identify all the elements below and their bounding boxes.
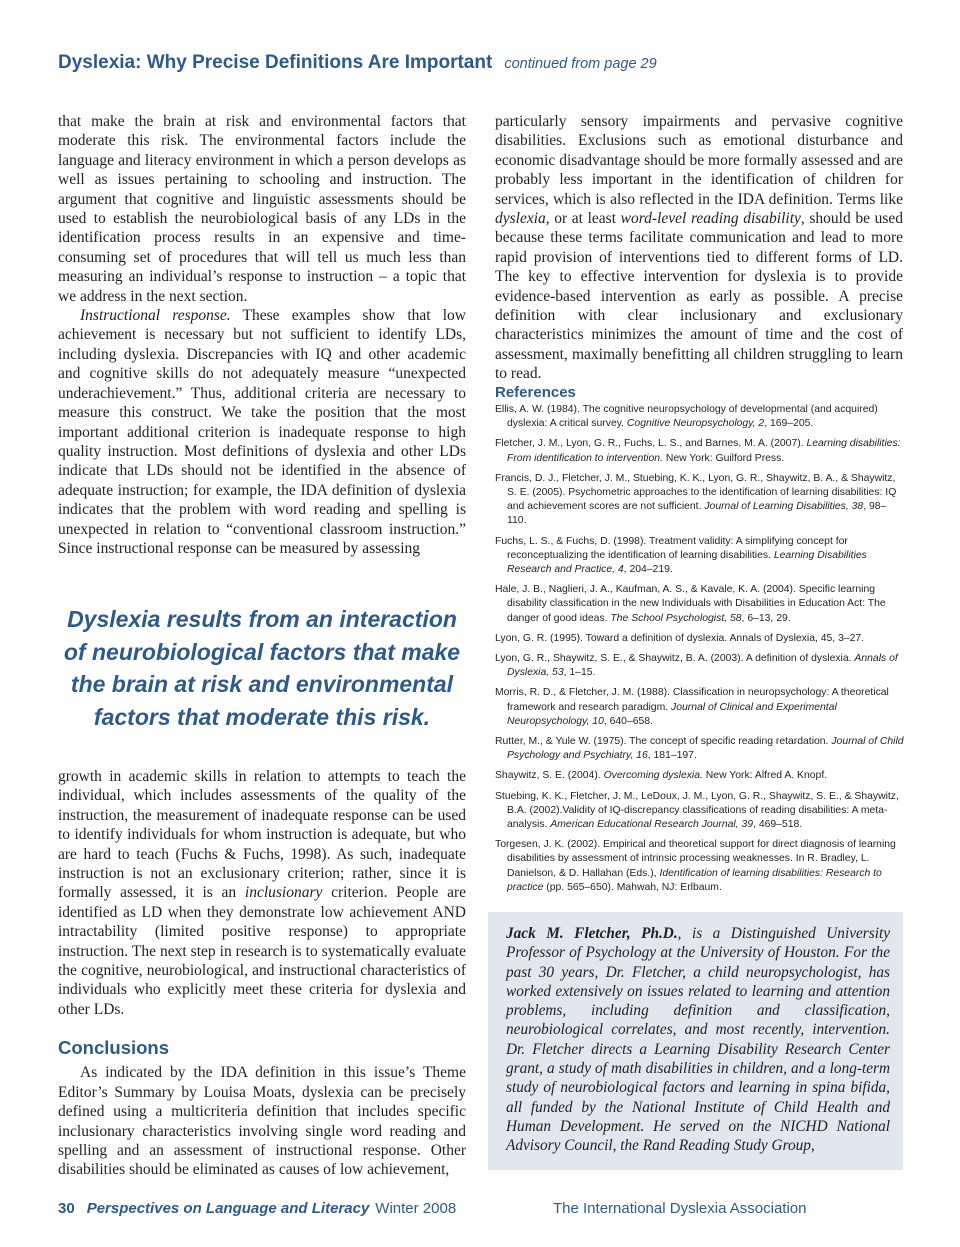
journal-title: Perspectives on Language and Literacy [86, 1200, 370, 1217]
running-header [58, 52, 657, 74]
footer-left [58, 1200, 456, 1217]
reference-pages: , 6–13, 29. [741, 612, 791, 624]
reference-source: Cognitive Neuropsychology, 2 [626, 418, 765, 430]
reference-pages: , 469–518. [753, 819, 803, 831]
reference-item [495, 403, 905, 431]
pull-quote: Dyslexia results from an interaction of neurobiological factors that make the brain at risk and environmental factors that moderate this risk. [63, 606, 461, 730]
reference-pages: New York: Guilford Press. [662, 452, 785, 464]
reference-text: Morris, R. D., & Fletcher, J. M. (1988). Classification in neuropsychology: A theoretical framework and research paradigm. [495, 687, 889, 713]
reference-source: Annals of Dyslexia, 53 [507, 653, 898, 679]
paragraph-5-text-a: particularly sensory impairments and pervasive cognitive disabilities. Exclusions such as emotional disturbance and economic disadvantage should be more formally assessed and are probably less important in the identification of children for services, which is also reflected in the IDA definition. Terms like [495, 113, 903, 208]
reference-source: The School Psychologist, 58 [610, 612, 742, 624]
reference-item [495, 790, 905, 833]
right-column [495, 112, 903, 384]
reference-source: Journal of Learning Disabilities, 38 [704, 501, 864, 513]
paragraph-5 [495, 112, 903, 384]
paragraph-4: As indicated by the IDA definition in this issue’s Theme Editor’s Summary by Louisa Moats, dyslexia can be precisely defined using a multicriteria definition that includes specific inclusionary characteristics involving single word reading and spelling and an assessment of instructional response. Other disabilities should be eliminated as causes of low achievement, [58, 1064, 466, 1179]
paragraph-3-emphasis: inclusionary [244, 884, 323, 902]
article-title: Dyslexia: Why Precise Definitions Are Important [58, 52, 493, 73]
reference-text: Rutter, M., & Yule W. (1975). The concept of specific reading retardation. [495, 736, 832, 748]
left-column-bottom [58, 767, 466, 1180]
reference-pages: , 640–658. [603, 715, 653, 727]
reference-item [495, 437, 905, 465]
reference-pages: New York: Alfred A. Knopf. [702, 770, 828, 782]
paragraph-3 [58, 767, 466, 1019]
reference-text: Ellis, A. W. (1984). The cognitive neuropsychology of developmental (and acquired) dyslexia: A critical survey. [495, 404, 878, 430]
reference-pages: , 98–110. [507, 501, 887, 527]
reference-source: Overcoming dyslexia. [603, 770, 703, 782]
reference-text: Stuebing, K. K., Fletcher, J. M., LeDoux, J. M., Lyon, G. R., Shaywitz, S. E., & Shaywitz, B.A. (2002).Validity of IQ-discrepancy classifications of reading disabilities: A meta-analysis. [495, 790, 899, 831]
author-name: Jack M. Fletcher, Ph.D. [506, 925, 678, 942]
reference-source: American Educational Research Journal, 39 [550, 819, 754, 831]
paragraph-5-text-b: , or at least [545, 210, 621, 228]
left-column-top [58, 112, 466, 558]
references-heading: References [495, 384, 576, 401]
reference-item [495, 838, 905, 895]
reference-text: Francis, D. J., Fletcher, J. M., Stuebing, K. K., Lyon, G. R., Shaywitz, B. A., & Shaywitz, S. E. (2005). Psychometric approaches to the identification of learning disabilities: IQ and achievement scores are not sufficient. [495, 472, 897, 513]
paragraph-1: that make the brain at risk and environmental factors that moderate this risk. The environmental factors include the language and literacy environment in which a person develops as well as issues pertaining to schooling and instruction. The argument that cognitive and linguistic assessments should be used to establish the neurobiological basis of any LDs in the identification process results in an expensive and time-consuming set of procedures that will tell us much less than measuring an individual’s response to instruction – a topic that we address in the next section. [58, 113, 466, 305]
page-footer [58, 1200, 903, 1222]
reference-pages: , 169–205. [764, 418, 814, 430]
author-bio [506, 924, 890, 1156]
reference-text: Lyon, G. R., Shaywitz, S. E., & Shaywitz, B. A. (2003). A definition of dyslexia. [495, 653, 855, 665]
page-number: 30 [58, 1200, 75, 1217]
reference-item [495, 535, 905, 578]
reference-pages: (pp. 565–650). Mahwah, NJ: Erlbaum. [543, 881, 722, 893]
references-section [495, 384, 905, 901]
paragraph-2 [58, 306, 466, 558]
paragraph-3-text-a: growth in academic skills in relation to attempts to teach the individual, which includes assessments of the quality of the instruction, the measurement of inadequate response can be used to identify individuals for whom instruction is adequate, but who are hard to teach (Fuchs & Fuchs, 1998). As such, inadequate instruction is not an exclusionary criterion; rather, since it is formally assessed, it is an [58, 768, 466, 902]
reference-text: Torgesen, J. K. (2002). Empirical and theoretical support for direct diagnosis of learning disabilities by assessment of intrinsic processing weaknesses. In R. Bradley, L. Danielson, & D. Hallahan (Eds.), [495, 839, 896, 879]
author-bio-box [488, 912, 903, 1170]
reference-pages: , 1–15. [563, 667, 596, 679]
reference-text: Shaywitz, S. E. (2004). [495, 770, 604, 782]
reference-item [495, 632, 905, 646]
paragraph-5-emphasis-1: dyslexia [495, 210, 546, 228]
reference-pages: , 181–197. [647, 750, 697, 762]
paragraph-2-lead: Instructional response. [80, 307, 231, 325]
author-bio-text: , is a Distinguished University Professor of Psychology at the University of Houston. For the past 30 years, Dr. Fletcher, a child neuropsychologist, has worked extensively on issues related to learning and attention problems, including definition and classification, neurobiological correlates, and most recently, intervention. Dr. Fletcher directs a Learning Disability Research Center grant, a study of math disabilities in children, and a long-term study of neurobiological factors and learning in spina bifida, all funded by the National Institute of Child Health and Human Development. He served on the NICHD National Advisory Council, the Rand Reading Study Group, [506, 925, 890, 1155]
reference-pages: , 204–219. [623, 564, 673, 576]
paragraph-5-text-c: , should be used because these terms facilitate communication and lead to more rapid provision of interventions tied to different forms of LD. The key to effective intervention for dyslexia is to provide evidence-based intervention as early as possible. A precise definition with clear inclusionary and exclusionary characteristics minimizes the amount of time and the cost of assessment, maximally benefitting all children struggling to learn to read. [495, 210, 903, 383]
conclusions-heading: Conclusions [58, 1037, 170, 1059]
reference-source: Journal of Child Psychology and Psychiatry, 16 [507, 736, 904, 762]
organization-name: The International Dyslexia Association [553, 1200, 807, 1217]
reference-source: Learning disabilities: From identification to intervention. [507, 438, 901, 464]
reference-source: Learning Disabilities Research and Practice, 4 [507, 549, 867, 576]
paragraph-2-text: These examples show that low achievement is necessary but not sufficient to identify LDs, including dyslexia. Discrepancies with IQ and other academic and cognitive skills do not adequately measure “unexpected underachievement.” Thus, additional criteria are necessary to measure this construct. We take the position that the most important additional criterion is inadequate response to high quality instruction. Most definitions of dyslexia and other LDs indicate that LDs should not be identified in the absence of adequate instruction; for example, the IDA definition of dyslexia indicates that the problem with word reading and spelling is unexpected in relation to “conventional classroom instruction.” Since instructional response can be measured by assessing [58, 307, 466, 557]
reference-item [495, 472, 905, 529]
reference-source: Identification of learning disabilities: Research to practice [507, 867, 882, 893]
reference-item [495, 769, 905, 783]
reference-source: Journal of Clinical and Experimental Neuropsychology, 10 [507, 701, 837, 727]
reference-item [495, 583, 905, 626]
reference-item [495, 686, 905, 729]
reference-text: Lyon, G. R. (1995). Toward a definition of dyslexia. Annals of Dyslexia, 45, 3–27. [495, 632, 865, 644]
paragraph-3-text-b: criterion. People are identified as LD when they demonstrate low achievement AND intractability (limited positive response) to appropriate instruction. The next step in research is to systematically evaluate the cognitive, neurobiological, and instructional characteristics of individuals who explicitly meet these criteria for dyslexia and other LDs. [58, 884, 466, 1018]
continued-note: continued from page 29 [504, 56, 657, 72]
reference-item [495, 652, 905, 680]
paragraph-5-emphasis-2: word-level reading disability [620, 210, 801, 228]
reference-text: Fuchs, L. S., & Fuchs, D. (1998). Treatment validity: A simplifying concept for reconceptualizing the identification of learning disabilities. [495, 535, 848, 561]
reference-text: Hale, J. B., Naglieri, J. A., Kaufman, A. S., & Kavale, K. A. (2004). Specific learning disability classification in the new Individuals with Disabilities in Education Act: The danger of good ideas. [495, 584, 886, 624]
reference-text: Fletcher, J. M., Lyon, G. R., Fuchs, L. S., and Barnes, M. A. (2007). [495, 438, 807, 450]
issue-season: Winter 2008 [375, 1200, 457, 1217]
reference-item [495, 735, 905, 763]
